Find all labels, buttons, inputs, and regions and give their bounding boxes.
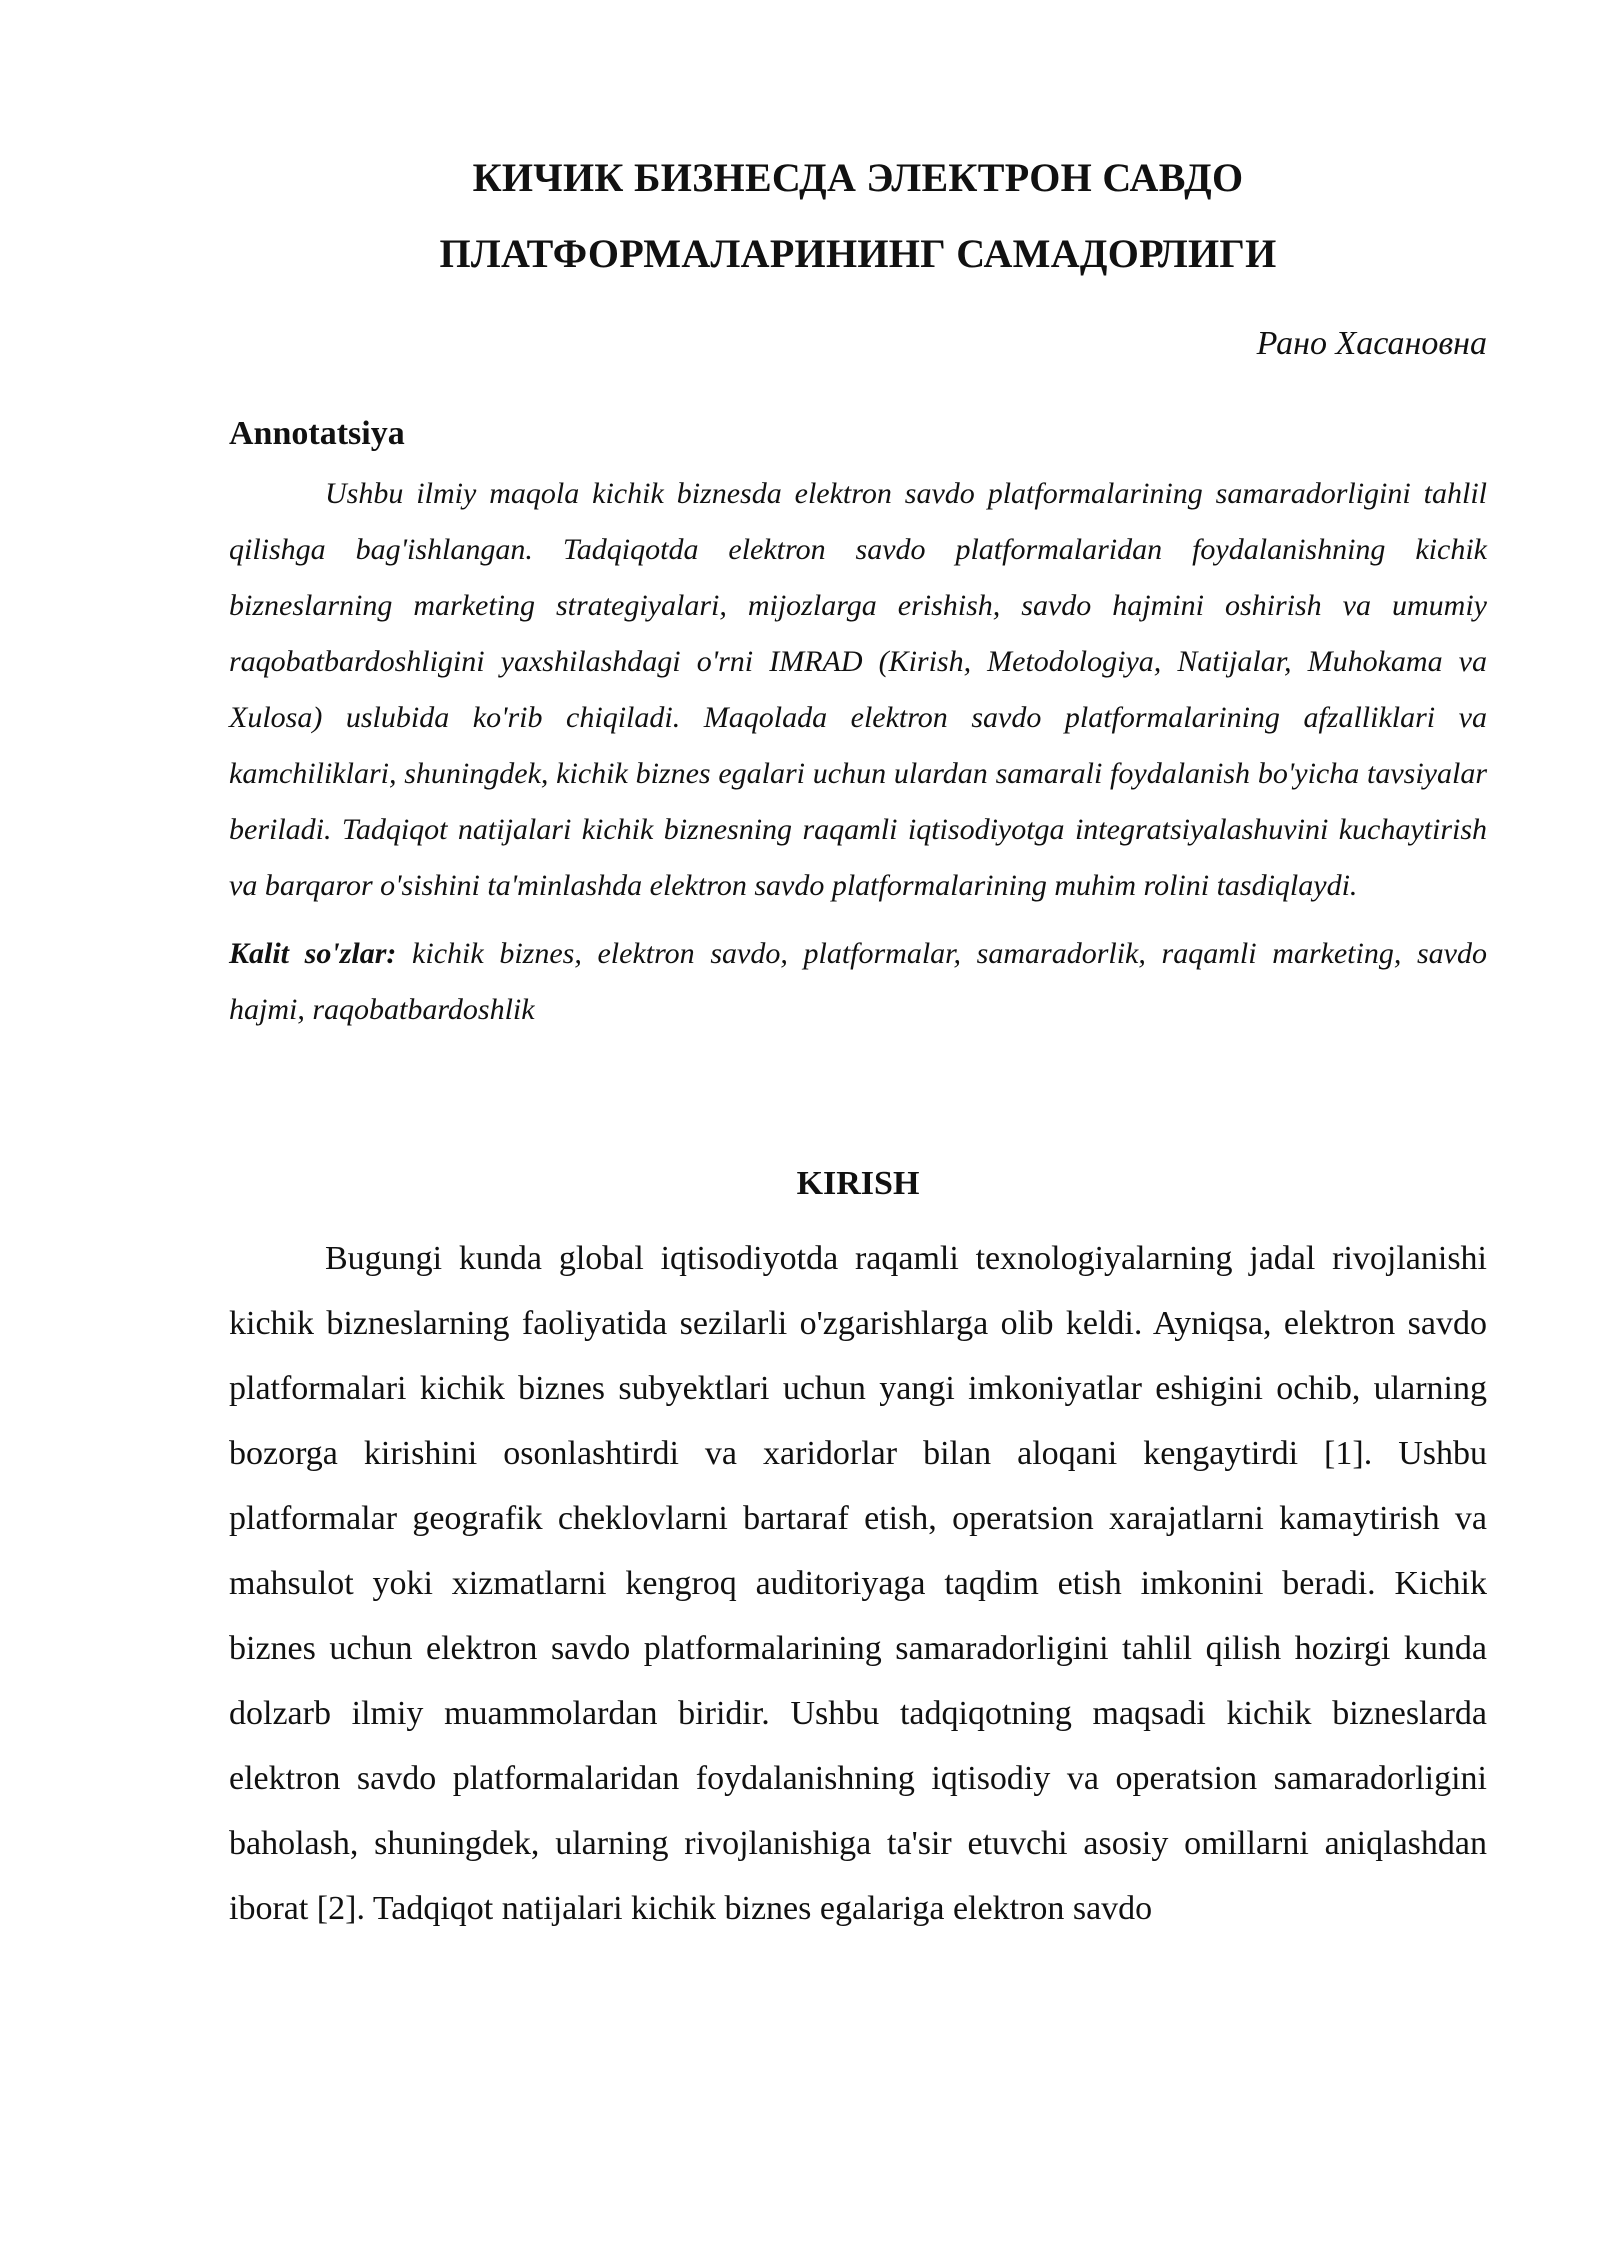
- paper-title-line-1: КИЧИК БИЗНЕСДА ЭЛЕКТРОН САВДО: [472, 155, 1244, 200]
- paper-page: [229, 140, 1487, 1941]
- author-name: Рано Хасановна: [1256, 325, 1487, 362]
- keywords-list: kichik biznes, elektron savdo, platformalar, samaradorlik, raqamli marketing, savdo hajmi, raqobatbardoshlik: [229, 937, 1487, 1026]
- keywords-paragraph: [229, 926, 1487, 1038]
- paper-title-line-2: ПЛАТФОРМАЛАРИНИНГ САМАДОРЛИГИ: [439, 231, 1277, 276]
- introduction-heading: KIRISH: [796, 1165, 920, 1202]
- paper-title: [229, 140, 1487, 292]
- introduction-paragraph: Bugungi kunda global iqtisodiyotda raqamli texnologiyalarning jadal rivojlanishi kichik bizneslarning faoliyatida sezilarli o'zgarishlarga olib keldi. Ayniqsa, elektron savdo platformalari kichik biznes subyektlari uchun yangi imkoniyatlar eshigini ochib, ularning bozorga kirishini osonlashtirdi va xaridorlar bilan aloqani kengaytirdi [1]. Ushbu platformalar geografik cheklovlarni bartaraf etish, operatsion xarajatlarni kamaytirish va mahsulot yoki xizmatlarni kengroq auditoriyaga taqdim etish imkonini beradi. Kichik biznes uchun elektron savdo platformalarining samaradorligini tahlil qilish hozirgi kunda dolzarb ilmiy muammolardan biridir. Ushbu tadqiqotning maqsadi kichik bizneslarda elektron savdo platformalaridan foydalanishning iqtisodiy va operatsion samaradorligini baholash, shuningdek, ularning rivojlanishiga ta'sir etuvchi asosiy omillarni aniqlashdan iborat [2]. Tadqiqot natijalari kichik biznes egalariga elektron savdo: [229, 1240, 1487, 1927]
- abstract-paragraph: Ushbu ilmiy maqola kichik biznesda elektron savdo platformalarining samaradorligini tahlil qilishga bag'ishlangan. Tadqiqotda elektron savdo platformalaridan foydalanishning kichik bizneslarning marketing strategiyalari, mijozlarga erishish, savdo hajmini oshirish va umumiy raqobatbardoshligini yaxshilashdagi o'rni IMRAD (Kirish, Metodologiya, Natijalar, Muhokama va Xulosa) uslubida ko'rib chiqiladi. Maqolada elektron savdo platformalarining afzalliklari va kamchiliklari, shuningdek, kichik biznes egalari uchun ulardan samarali foydalanish bo'yicha tavsiyalar beriladi. Tadqiqot natijalari kichik biznesning raqamli iqtisodiyotga integratsiyalashuvini kuchaytirish va barqaror o'sishini ta'minlashda elektron savdo platformalarining muhim rolini tasdiqlaydi.: [229, 477, 1487, 902]
- keywords-label: Kalit so'zlar:: [229, 937, 397, 970]
- abstract-heading: Annotatsiya: [229, 415, 405, 452]
